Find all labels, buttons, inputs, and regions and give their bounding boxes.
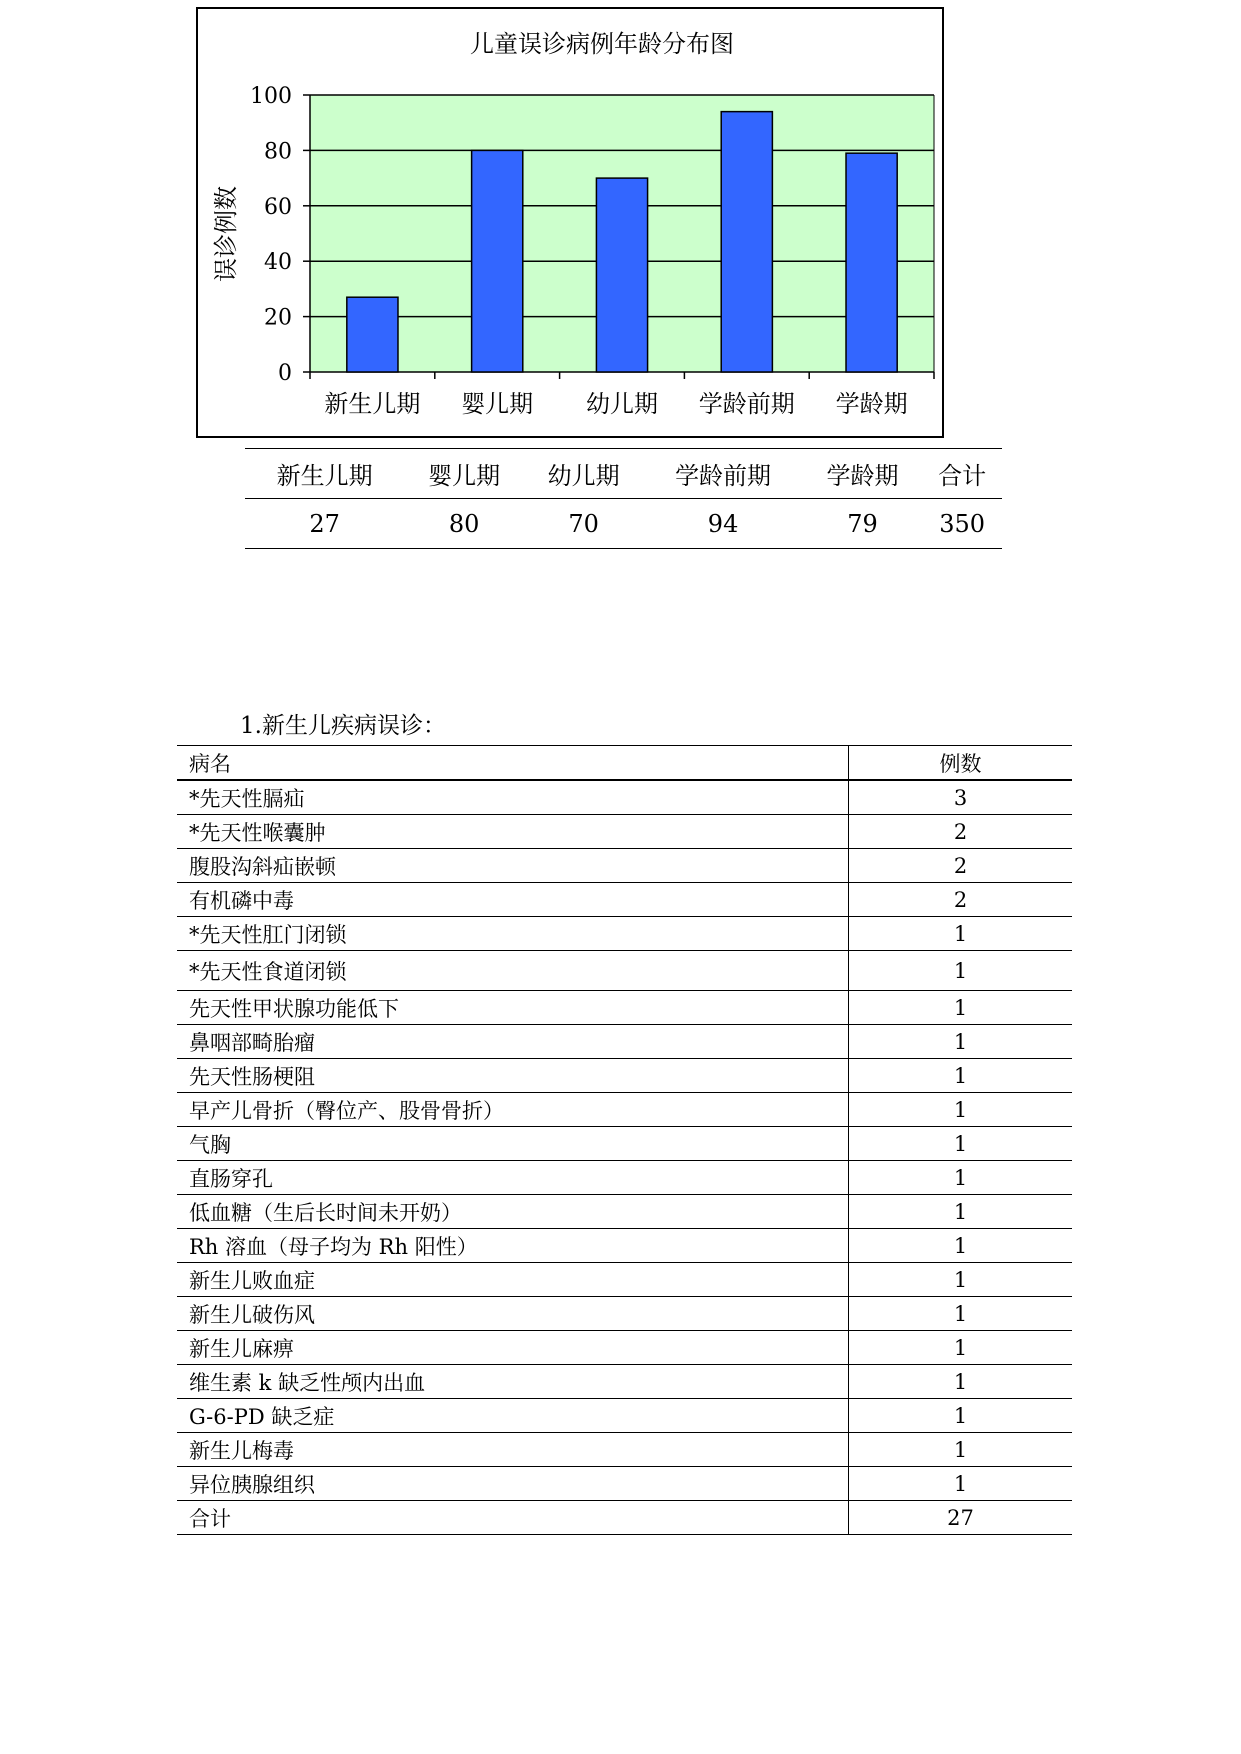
summary-value-cell: 27 [245, 499, 404, 549]
table-row [177, 1093, 1072, 1127]
table-row [177, 1195, 1072, 1229]
disease-name-cell: *先天性喉囊肿 [177, 815, 849, 849]
bar [472, 150, 523, 372]
summary-header-cell: 幼儿期 [524, 449, 644, 499]
disease-count-cell: 1 [849, 1365, 1073, 1399]
disease-name-cell: *先天性肛门闭锁 [177, 917, 849, 951]
table-row [177, 1399, 1072, 1433]
table-row [177, 849, 1072, 883]
disease-count-cell: 1 [849, 1195, 1073, 1229]
table-row [177, 1365, 1072, 1399]
col-header-count: 例数 [849, 746, 1073, 781]
table-row [177, 1025, 1072, 1059]
summary-header-cell: 合计 [922, 449, 1002, 499]
total-label: 合计 [177, 1501, 849, 1535]
summary-value-cell: 70 [524, 499, 644, 549]
summary-header-cell: 学龄期 [803, 449, 923, 499]
disease-name-cell: 新生儿破伤风 [177, 1297, 849, 1331]
disease-name-cell: *先天性膈疝 [177, 780, 849, 815]
table-row [177, 1127, 1072, 1161]
table-row [177, 991, 1072, 1025]
table-row [177, 1161, 1072, 1195]
bar [347, 297, 398, 372]
summary-value-cell: 79 [803, 499, 923, 549]
disease-name-cell: 腹股沟斜疝嵌顿 [177, 849, 849, 883]
y-tick-label: 0 [278, 361, 292, 386]
disease-count-cell: 1 [849, 1297, 1073, 1331]
disease-name-cell: 异位胰腺组织 [177, 1467, 849, 1501]
y-tick-label: 40 [264, 250, 292, 276]
disease-name-cell: Rh 溶血（母子均为 Rh 阳性） [177, 1229, 849, 1263]
y-tick-label: 80 [264, 139, 292, 165]
summary-header-cell: 学龄前期 [643, 449, 802, 499]
disease-count-cell: 1 [849, 1399, 1073, 1433]
table-row [177, 1297, 1072, 1331]
table-row [177, 1467, 1072, 1501]
disease-count-cell: 1 [849, 917, 1073, 951]
disease-count-cell: 1 [849, 1433, 1073, 1467]
table-row [177, 883, 1072, 917]
disease-count-cell: 2 [849, 849, 1073, 883]
x-category-label: 婴儿期 [461, 390, 534, 418]
section-heading: 1.新生儿疾病误诊： [240, 713, 446, 739]
disease-name-cell: 低血糖（生后长时间未开奶） [177, 1195, 849, 1229]
disease-count-cell: 2 [849, 815, 1073, 849]
y-tick-label: 20 [264, 305, 292, 331]
table-row [177, 815, 1072, 849]
table-row [177, 1331, 1072, 1365]
chart-frame [196, 7, 944, 438]
table-row [177, 1229, 1072, 1263]
x-category-label: 学龄期 [835, 390, 908, 418]
x-category-label: 幼儿期 [586, 390, 658, 418]
chart-title: 儿童误诊病例年龄分布图 [470, 30, 734, 58]
summary-value-cell: 94 [643, 499, 802, 549]
disease-name-cell: 鼻咽部畸胎瘤 [177, 1025, 849, 1059]
summary-table [245, 448, 1002, 549]
disease-name-cell: 有机磷中毒 [177, 883, 849, 917]
disease-name-cell: G-6-PD 缺乏症 [177, 1399, 849, 1433]
summary-header-cell: 新生儿期 [245, 449, 404, 499]
y-tick-label: 60 [264, 194, 292, 220]
disease-table-header [177, 746, 1072, 781]
disease-count-cell: 1 [849, 1161, 1073, 1195]
disease-name-cell: 新生儿麻痹 [177, 1331, 849, 1365]
table-row [177, 1263, 1072, 1297]
bar [846, 153, 897, 372]
x-category-label: 学龄前期 [698, 390, 795, 418]
disease-count-cell: 3 [849, 780, 1073, 815]
y-tick-label: 100 [250, 84, 292, 109]
disease-count-cell: 1 [849, 1467, 1073, 1501]
col-header-name: 病名 [177, 746, 849, 781]
total-count: 27 [849, 1501, 1073, 1535]
disease-count-cell: 1 [849, 951, 1073, 991]
y-axis-label: 误诊例数 [212, 186, 240, 282]
disease-count-cell: 1 [849, 1093, 1073, 1127]
disease-name-cell: 先天性甲状腺功能低下 [177, 991, 849, 1025]
disease-count-cell: 1 [849, 1025, 1073, 1059]
table-row [177, 1433, 1072, 1467]
summary-value-cell: 350 [922, 499, 1002, 549]
disease-name-cell: 新生儿梅毒 [177, 1433, 849, 1467]
bar [721, 112, 772, 372]
disease-name-cell: 维生素 k 缺乏性颅内出血 [177, 1365, 849, 1399]
bar [596, 178, 647, 372]
disease-count-cell: 1 [849, 1263, 1073, 1297]
summary-header-row [245, 449, 1002, 499]
bar-chart [198, 9, 942, 436]
summary-value-cell: 80 [404, 499, 524, 549]
table-row [177, 1059, 1072, 1093]
summary-header-cell: 婴儿期 [404, 449, 524, 499]
summary-value-row [245, 499, 1002, 549]
disease-count-cell: 1 [849, 1229, 1073, 1263]
disease-count-cell: 1 [849, 1331, 1073, 1365]
disease-count-cell: 1 [849, 1059, 1073, 1093]
disease-count-cell: 1 [849, 1127, 1073, 1161]
disease-table [177, 745, 1072, 1535]
disease-name-cell: 气胸 [177, 1127, 849, 1161]
disease-count-cell: 1 [849, 991, 1073, 1025]
table-row [177, 780, 1072, 815]
table-row [177, 951, 1072, 991]
disease-name-cell: 先天性肠梗阻 [177, 1059, 849, 1093]
total-row [177, 1501, 1072, 1535]
table-row [177, 917, 1072, 951]
disease-name-cell: 早产儿骨折（臀位产、股骨骨折） [177, 1093, 849, 1127]
disease-name-cell: 新生儿败血症 [177, 1263, 849, 1297]
disease-count-cell: 2 [849, 883, 1073, 917]
disease-name-cell: *先天性食道闭锁 [177, 951, 849, 991]
x-category-label: 新生儿期 [324, 390, 421, 418]
disease-name-cell: 直肠穿孔 [177, 1161, 849, 1195]
